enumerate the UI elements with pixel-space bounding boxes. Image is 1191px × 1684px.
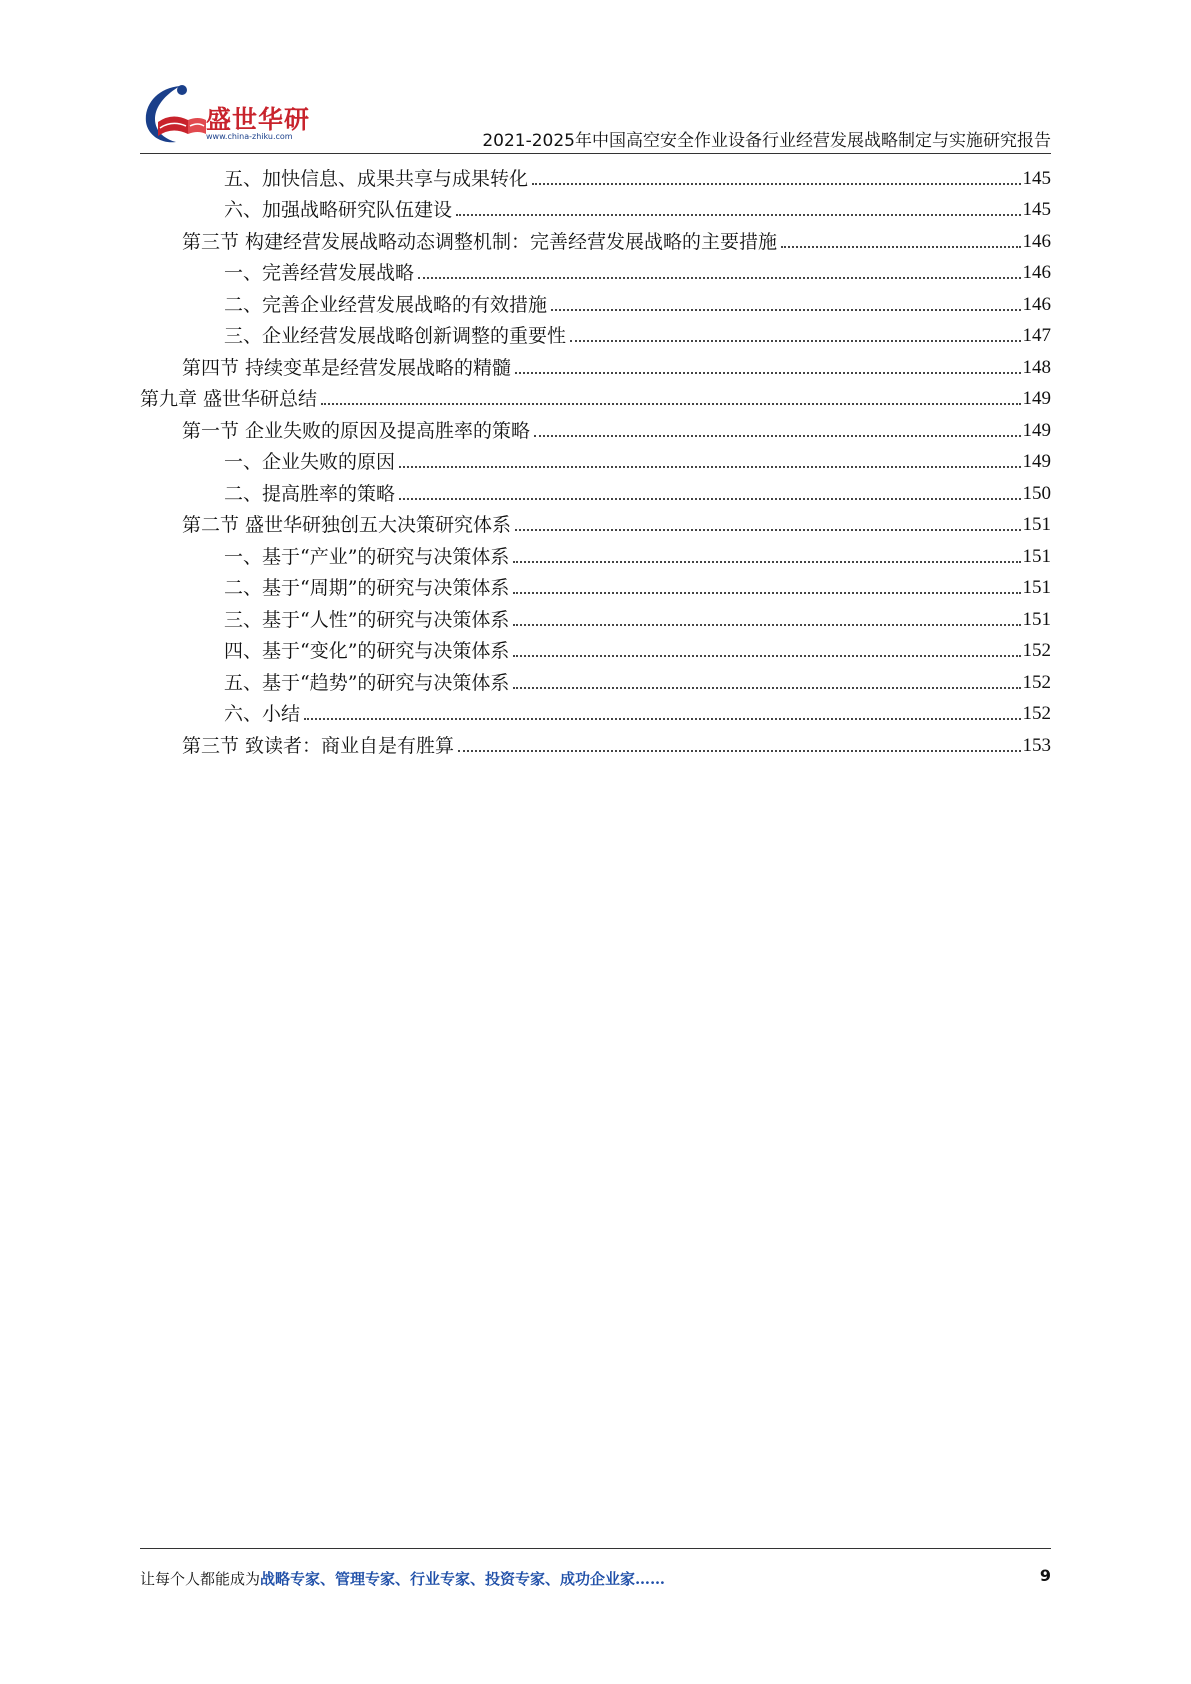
toc-dot-leader bbox=[551, 309, 1020, 311]
toc-entry-title: 第四节 持续变革是经营发展战略的精髓 bbox=[182, 356, 512, 379]
toc-entry-title: 五、加快信息、成果共享与成果转化 bbox=[224, 167, 529, 190]
toc-entry-page: 151 bbox=[1022, 608, 1051, 630]
toc-dot-leader bbox=[515, 529, 1020, 531]
toc-entry-title: 第二节 盛世华研独创五大决策研究体系 bbox=[182, 514, 512, 536]
toc-entry[interactable] bbox=[140, 632, 1051, 664]
toc-entry[interactable] bbox=[140, 569, 1051, 601]
toc-entry[interactable] bbox=[140, 380, 1051, 412]
toc-dot-leader bbox=[399, 498, 1020, 500]
toc-dot-leader bbox=[513, 592, 1020, 594]
logo-name: 盛世华研 bbox=[206, 105, 311, 134]
toc-entry[interactable] bbox=[140, 474, 1051, 506]
toc-dot-leader bbox=[513, 655, 1020, 657]
toc-entry[interactable] bbox=[140, 222, 1051, 254]
toc-entry[interactable] bbox=[140, 726, 1051, 758]
toc-entry-title: 三、基于“人性”的研究与决策体系 bbox=[224, 608, 510, 631]
toc-entry-title: 二、基于“周期”的研究与决策体系 bbox=[224, 577, 510, 599]
slogan-highlight: 战略专家、管理专家、行业专家、投资专家、成功企业家…… bbox=[260, 1570, 666, 1588]
toc-entry-title: 三、企业经营发展战略创新调整的重要性 bbox=[224, 325, 567, 347]
toc-entry-title: 六、小结 bbox=[224, 703, 301, 725]
toc-dot-leader bbox=[418, 277, 1020, 279]
toc-entry[interactable] bbox=[140, 695, 1051, 727]
toc-entry-title: 一、完善经营发展战略 bbox=[224, 262, 415, 284]
toc-entry-page: 150 bbox=[1022, 482, 1051, 504]
toc-entry-title: 四、基于“变化”的研究与决策体系 bbox=[224, 640, 510, 662]
toc-dot-leader bbox=[570, 340, 1020, 342]
toc-entry-page: 148 bbox=[1022, 356, 1051, 378]
toc-entry[interactable] bbox=[140, 348, 1051, 380]
toc-dot-leader bbox=[458, 750, 1020, 752]
toc-entry[interactable] bbox=[140, 317, 1051, 349]
toc-entry[interactable] bbox=[140, 537, 1051, 569]
report-title: 2021-2025年中国高空安全作业设备行业经营发展战略制定与实施研究报告 bbox=[482, 131, 1051, 151]
toc-entry[interactable] bbox=[140, 411, 1051, 443]
toc-entry-page: 152 bbox=[1022, 671, 1051, 693]
slogan-prefix: 让每个人都能成为 bbox=[140, 1570, 261, 1588]
toc-entry-title: 第三节 构建经营发展战略动态调整机制：完善经营发展战略的主要措施 bbox=[182, 230, 778, 253]
company-logo bbox=[140, 82, 310, 148]
page-header bbox=[0, 0, 1191, 160]
toc-dot-leader bbox=[532, 183, 1020, 185]
toc-entry-title: 二、完善企业经营发展战略的有效措施 bbox=[224, 293, 548, 316]
toc-entry-title: 一、基于“产业”的研究与决策体系 bbox=[224, 545, 510, 568]
toc-entry-page: 145 bbox=[1022, 199, 1051, 220]
toc-entry-page: 152 bbox=[1022, 703, 1051, 724]
toc-entry-page: 152 bbox=[1022, 640, 1051, 661]
toc-entry-page: 145 bbox=[1022, 167, 1051, 189]
toc-entry-page: 146 bbox=[1022, 262, 1051, 283]
toc-entry-title: 第一节 企业失败的原因及提高胜率的策略 bbox=[182, 419, 531, 442]
header-divider bbox=[140, 153, 1051, 154]
toc-entry-page: 146 bbox=[1022, 230, 1051, 252]
toc-entry[interactable] bbox=[140, 254, 1051, 286]
toc-entry[interactable] bbox=[140, 191, 1051, 223]
toc-dot-leader bbox=[513, 561, 1020, 563]
logo-book-icon bbox=[140, 82, 210, 148]
toc-entry-page: 149 bbox=[1022, 388, 1051, 409]
logo-url: www.china-zhiku.com bbox=[206, 132, 293, 141]
toc-dot-leader bbox=[399, 466, 1020, 468]
toc-entry-title: 第九章 盛世华研总结 bbox=[140, 388, 318, 410]
toc-dot-leader bbox=[534, 435, 1020, 437]
toc-entry-page: 151 bbox=[1022, 514, 1051, 535]
footer-slogan bbox=[140, 1568, 665, 1589]
toc-entry-title: 一、企业失败的原因 bbox=[224, 451, 396, 473]
toc-entry-page: 151 bbox=[1022, 577, 1051, 598]
toc-entry-page: 146 bbox=[1022, 293, 1051, 315]
toc-dot-leader bbox=[304, 718, 1020, 720]
toc-entry[interactable] bbox=[140, 663, 1051, 695]
toc-entry-page: 153 bbox=[1022, 734, 1051, 756]
toc-dot-leader bbox=[513, 687, 1020, 689]
toc-dot-leader bbox=[456, 214, 1020, 216]
toc-entry[interactable] bbox=[140, 506, 1051, 538]
toc-entry[interactable] bbox=[140, 159, 1051, 191]
toc-entry-title: 六、加强战略研究队伍建设 bbox=[224, 199, 453, 221]
toc-entry-title: 第三节 致读者：商业自是有胜算 bbox=[182, 734, 455, 757]
page-number: 9 bbox=[1039, 1566, 1051, 1585]
toc-dot-leader bbox=[781, 246, 1020, 248]
toc-entry-title: 二、提高胜率的策略 bbox=[224, 482, 396, 505]
toc-entry-page: 147 bbox=[1022, 325, 1051, 346]
toc-entry-page: 149 bbox=[1022, 451, 1051, 472]
toc-entry[interactable] bbox=[140, 600, 1051, 632]
toc-entry[interactable] bbox=[140, 443, 1051, 475]
toc-entry[interactable] bbox=[140, 285, 1051, 317]
toc-entry-page: 149 bbox=[1022, 419, 1051, 441]
toc-dot-leader bbox=[515, 372, 1020, 374]
footer-divider bbox=[140, 1548, 1051, 1549]
toc-dot-leader bbox=[321, 403, 1020, 405]
table-of-contents bbox=[140, 159, 1051, 758]
toc-entry-title: 五、基于“趋势”的研究与决策体系 bbox=[224, 671, 510, 694]
toc-entry-page: 151 bbox=[1022, 545, 1051, 567]
toc-dot-leader bbox=[513, 624, 1020, 626]
